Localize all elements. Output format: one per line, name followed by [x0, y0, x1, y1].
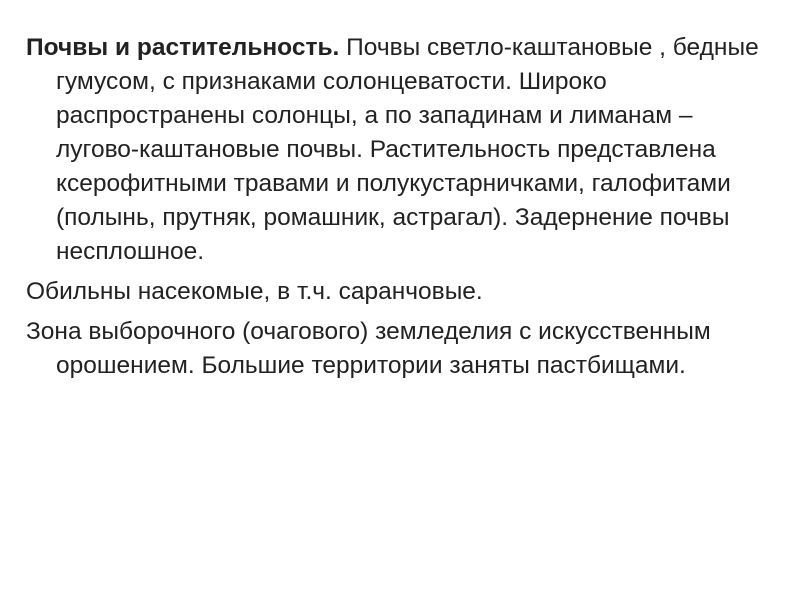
paragraph-body: Почвы светло-каштановые , бедные гумусом, с признаками солонцеватости. Широко распространены солонцы, а по западинам и лиманам – лугово-каштановые почвы. Растительность представлена ксерофитными травами и полукустарничками, галофитами (полынь, прутняк, ромашник, астрагал). Задернение почвы несплошное.	[56, 34, 759, 265]
paragraph-agriculture: Зона выборочного (очагового) земледелия с искусственным орошением. Большие территории заняты пастбищами.	[26, 318, 711, 379]
paragraph-lead-heading: Почвы и растительность.	[26, 34, 340, 61]
paragraph-soils-vegetation	[26, 31, 776, 269]
text-block	[26, 31, 776, 383]
paragraph-insects: Обильны насекомые, в т.ч. саранчовые.	[26, 278, 483, 305]
